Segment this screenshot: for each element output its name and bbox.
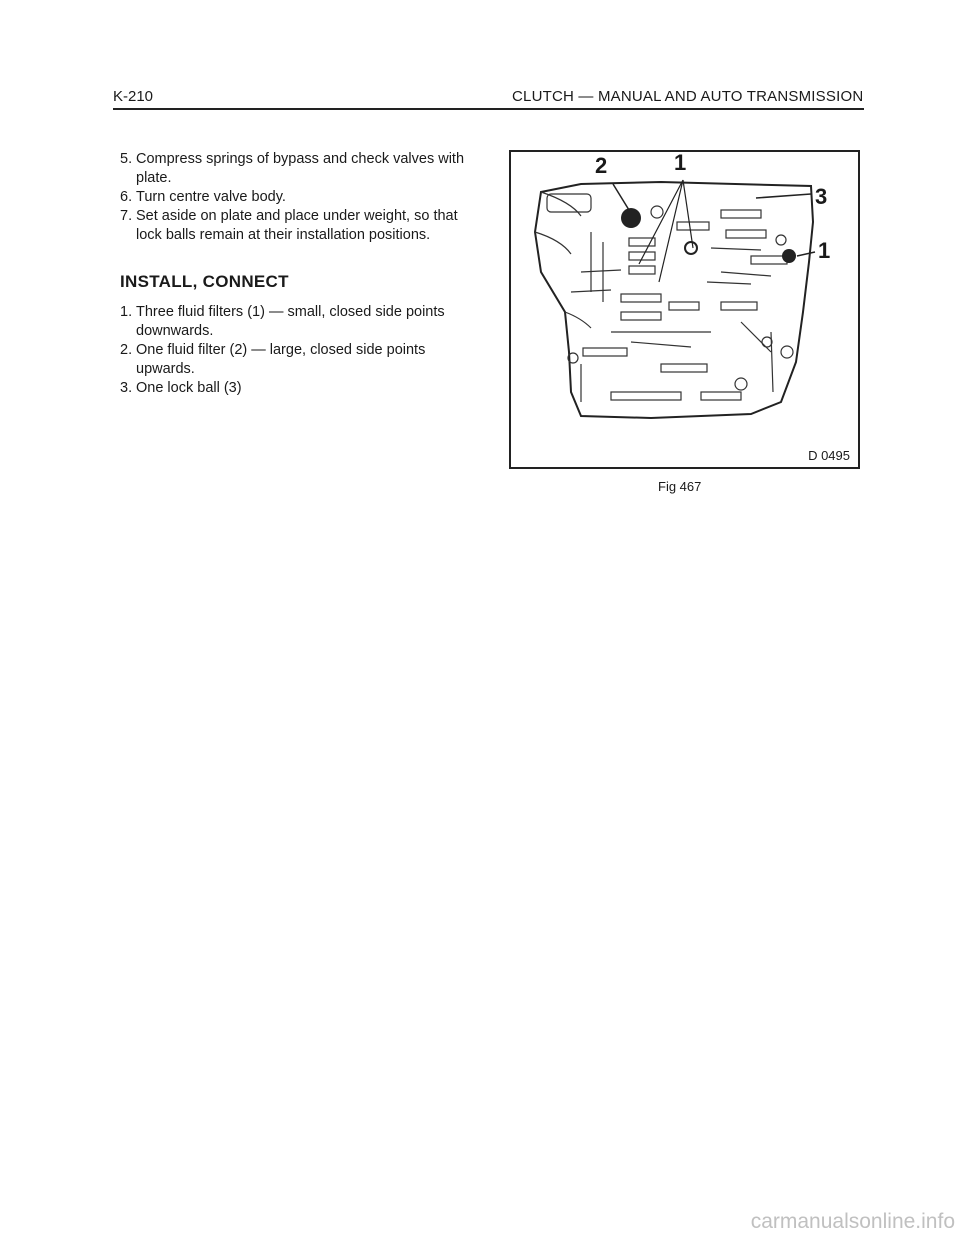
callout-label: 3 [815, 184, 828, 209]
figure-reference: D 0495 [808, 448, 850, 463]
section-title: CLUTCH — MANUAL AND AUTO TRANSMISSION [512, 88, 864, 105]
list-item: 1. Three fluid filters (1) — small, closed side points downwards. [120, 304, 445, 339]
valve-body-illustration [511, 152, 862, 471]
procedure-steps [120, 150, 470, 245]
watermark: carmanualsonline.info [750, 1210, 955, 1233]
page-code: K-210 [113, 88, 154, 105]
list-item: 7. Set aside on plate and place under weight, so that lock balls remain at their installation positions. [120, 208, 458, 243]
figure-caption: Fig 467 [658, 479, 702, 494]
install-heading: INSTALL, CONNECT [120, 272, 289, 291]
list-item: 6. Turn centre valve body. [120, 189, 286, 205]
callout-label: 1 [818, 238, 831, 263]
figure-frame [509, 150, 860, 469]
list-item: 5. Compress springs of bypass and check valves with plate. [120, 151, 465, 186]
install-steps [120, 303, 470, 398]
callout-label: 2 [595, 153, 608, 178]
list-item: 2. One fluid filter (2) — large, closed side points upwards. [120, 342, 426, 377]
list-item: 3. One lock ball (3) [120, 380, 242, 396]
header-rule [113, 108, 864, 110]
callout-label: 1 [674, 150, 687, 175]
